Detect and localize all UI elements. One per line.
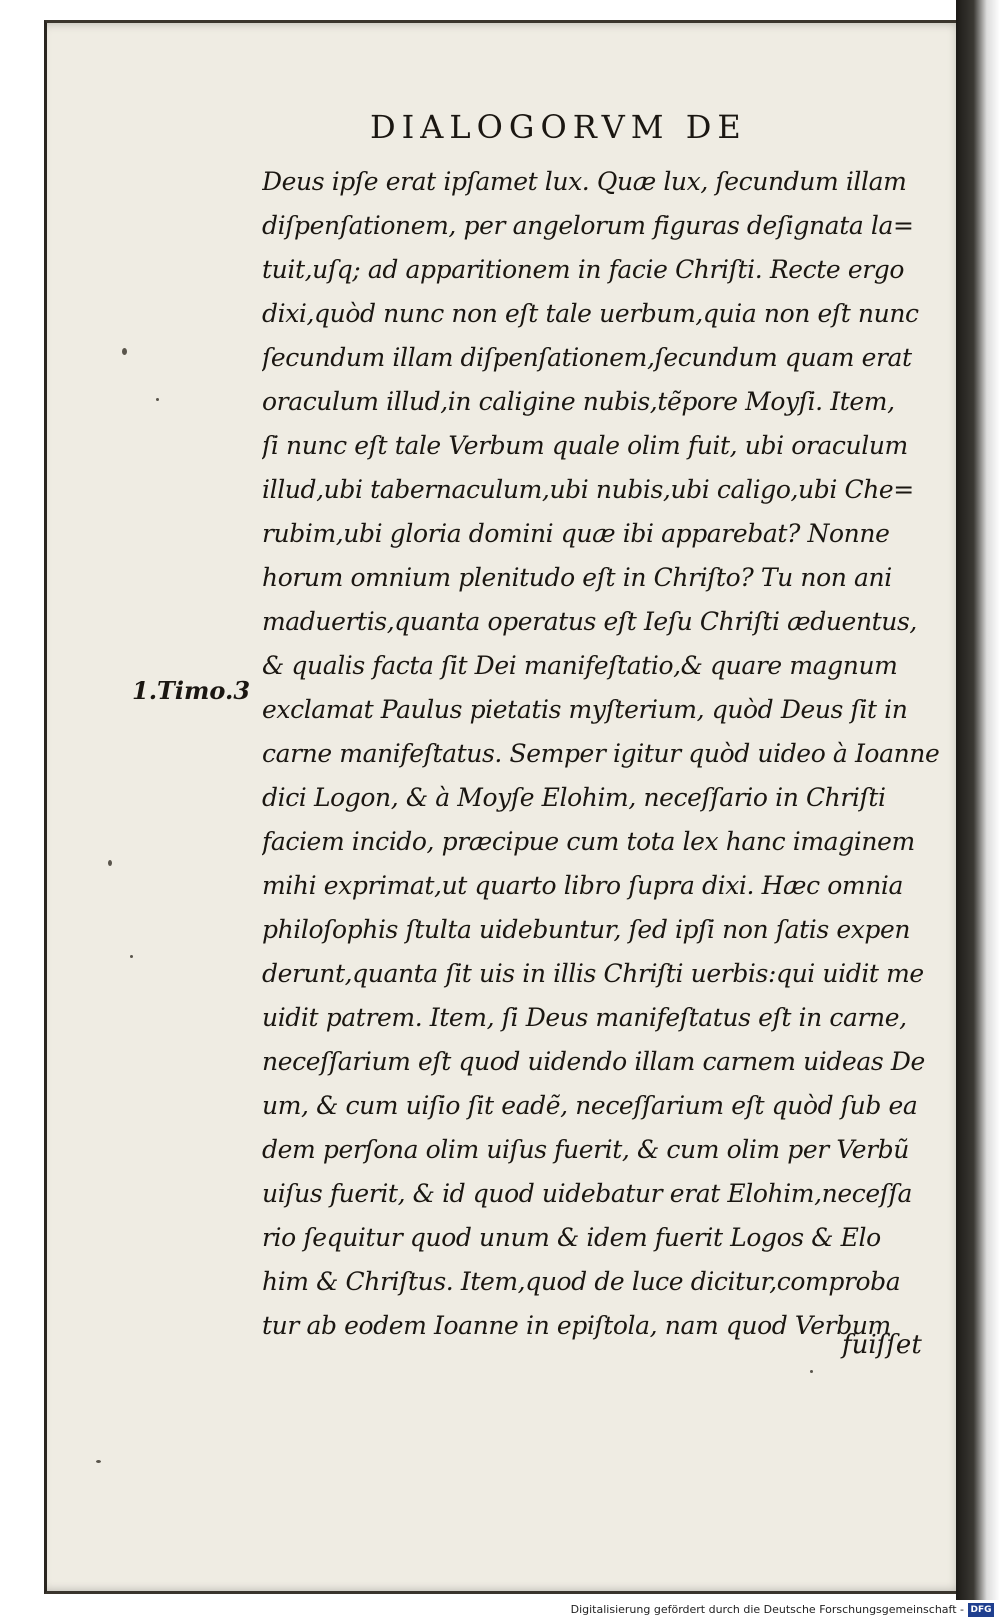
footer-credit: Digitalisierung gefördert durch die Deutsche Forschungsgemeinschaft - bbox=[570, 1603, 964, 1616]
text-line: carne manifeſtatus. Semper igitur quòd uideo à Ioanne bbox=[262, 739, 940, 768]
text-line: oraculum illud,in caligine nubis,tẽpore Moyſi. Item, bbox=[262, 387, 895, 416]
book-gutter bbox=[956, 0, 1000, 1600]
text-line: uidit patrem. Item, ſi Deus manifeſtatus eſt in carne, bbox=[262, 1003, 907, 1032]
text-line: dici Logon, & à Moyſe Elohim, neceſſario in Chriſti bbox=[262, 783, 886, 812]
text-line: mihi exprimat,ut quarto libro ſupra dixi. Hæc omnia bbox=[262, 871, 903, 900]
paper-speck bbox=[156, 398, 159, 401]
text-line: diſpenſationem, per angelorum figuras deſignata la= bbox=[262, 211, 914, 240]
text-line: maduertis,quanta operatus eſt Ieſu Chriſti æduentus, bbox=[262, 607, 917, 636]
text-line: uiſus fuerit, & id quod uidebatur erat Elohim,neceſſa bbox=[262, 1179, 912, 1208]
dfg-logo: DFG bbox=[968, 1603, 994, 1617]
text-line: him & Chriſtus. Item,quod de luce dicitur,comproba bbox=[262, 1267, 901, 1296]
text-line: um, & cum uiſio ſit eadẽ, neceſſarium eſt quòd ſub ea bbox=[262, 1091, 918, 1120]
paper-speck bbox=[130, 955, 133, 958]
text-line: & qualis facta ſit Dei manifeſtatio,& quare magnum bbox=[262, 651, 898, 680]
text-line: dem perſona olim uiſus fuerit, & cum olim per Verbũ bbox=[262, 1135, 909, 1164]
text-line: philoſophis ſtulta uidebuntur, ſed ipſi non ſatis expen bbox=[262, 915, 911, 944]
marginal-note: 1.Timo.3 bbox=[132, 676, 251, 705]
text-line: ſecundum illam diſpenſationem,ſecundum quam erat bbox=[262, 343, 912, 372]
catchword: fuiſſet bbox=[842, 1330, 922, 1360]
paper-speck bbox=[810, 1370, 813, 1373]
text-line: neceſſarium eſt quod uidendo illam carnem uideas De bbox=[262, 1047, 925, 1076]
text-line: tur ab eodem Ioanne in epiſtola, nam quod Verbum bbox=[262, 1311, 891, 1340]
text-line: tuit,uſq; ad apparitionem in facie Chriſti. Recte ergo bbox=[262, 255, 905, 284]
paper-speck bbox=[122, 348, 127, 355]
paper-speck bbox=[108, 860, 112, 866]
text-line: rubim,ubi gloria domini quæ ibi apparebat? Nonne bbox=[262, 519, 890, 548]
text-line: exclamat Paulus pietatis myſterium, quòd Deus ſit in bbox=[262, 695, 908, 724]
text-line: Deus ipſe erat ipſamet lux. Quæ lux, ſecundum illam bbox=[262, 167, 907, 196]
running-head: DIALOGORVM DE bbox=[370, 108, 747, 146]
text-line: derunt,quanta ſit uis in illis Chriſti uerbis:qui uidit me bbox=[262, 959, 924, 988]
text-line: rio ſequitur quod unum & idem fuerit Logos & Elo bbox=[262, 1223, 881, 1252]
text-line: ſi nunc eſt tale Verbum quale olim fuit, ubi oraculum bbox=[262, 431, 908, 460]
paper-speck bbox=[96, 1460, 101, 1463]
main-text-block bbox=[262, 160, 942, 1348]
text-line: dixi,quòd nunc non eſt tale uerbum,quia non eſt nunc bbox=[262, 299, 919, 328]
text-line: illud,ubi tabernaculum,ubi nubis,ubi caligo,ubi Che= bbox=[262, 475, 914, 504]
text-line: horum omnium plenitudo eſt in Chriſto? Tu non ani bbox=[262, 563, 892, 592]
text-line: faciem incido, præcipue cum tota lex hanc imaginem bbox=[262, 827, 915, 856]
